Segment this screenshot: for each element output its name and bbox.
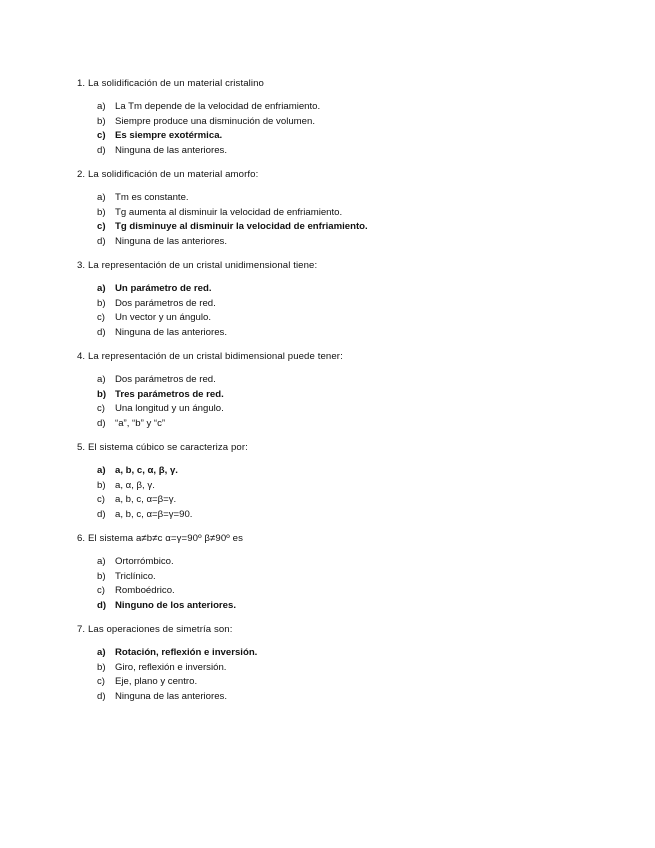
question-title: 2. La solidificación de un material amorfo: [77,169,259,180]
option-text: Ninguna de las anteriores. [115,326,227,338]
option-text: Ninguna de las anteriores. [115,144,227,156]
option-text: Es siempre exotérmica. [115,130,223,141]
option-a [77,646,597,661]
options-list [77,191,597,249]
option-letter: a) [97,465,106,476]
option-a [77,373,597,388]
option-letter: b) [97,297,106,309]
option-letter: d) [97,690,106,702]
option-b [77,206,597,221]
option-text: Ortorrómbico. [115,556,174,567]
option-a [77,555,597,570]
option-c [77,220,597,235]
option-b [77,661,597,676]
option-text: Eje, plano y centro. [115,676,198,687]
option-letter: c) [97,676,105,687]
option-text: a, b, c, α=β=γ=90. [115,508,193,520]
option-text: Tg aumenta al disminuir la velocidad de enfriamiento. [115,206,343,218]
options-list [77,555,597,613]
option-text: “a”, “b” y “c” [115,417,166,429]
option-text: a, α, β, γ. [115,479,155,491]
option-c [77,675,597,690]
option-letter: c) [97,312,105,323]
option-c [77,129,597,144]
option-text: Dos parámetros de red. [115,297,216,309]
option-letter: b) [97,388,107,400]
option-letter: c) [97,403,105,414]
question-title: 3. La representación de un cristal unidimensional tiene: [77,260,318,271]
option-a [77,100,597,115]
option-text: Triclínico. [115,570,156,582]
option-b [77,115,597,130]
option-text: Siempre produce una disminución de volumen. [115,115,315,127]
option-d [77,508,597,523]
option-letter: c) [97,130,106,141]
option-c [77,402,597,417]
question-title: 4. La representación de un cristal bidimensional puede tener: [77,351,343,362]
option-text: Ninguno de los anteriores. [115,599,237,611]
option-letter: a) [97,647,106,658]
option-c [77,584,597,599]
option-a [77,464,597,479]
question-title: 7. Las operaciones de simetría son: [77,624,233,635]
question-title: 5. El sistema cúbico se caracteriza por: [77,442,248,453]
option-letter: a) [97,374,106,385]
options-list [77,282,597,340]
option-letter: a) [97,283,106,294]
option-text: Una longitud y un ángulo. [115,403,224,414]
options-list [77,464,597,522]
option-d [77,690,597,705]
option-letter: b) [97,206,106,218]
option-letter: b) [97,570,106,582]
option-text: Rotación, reflexión e inversión. [115,647,258,658]
question-4 [77,351,597,431]
option-text: Dos parámetros de red. [115,374,216,385]
option-text: Tg disminuye al disminuir la velocidad de enfriamiento. [115,221,368,232]
question-7 [77,624,597,704]
option-a [77,282,597,297]
option-letter: d) [97,144,106,156]
question-6 [77,533,597,613]
option-letter: c) [97,221,106,232]
options-list [77,646,597,704]
option-d [77,235,597,250]
option-letter: c) [97,494,105,505]
question-1 [77,78,597,158]
option-letter: d) [97,417,106,429]
option-letter: d) [97,235,106,247]
question-3 [77,260,597,340]
options-list [77,373,597,431]
option-b [77,297,597,312]
option-text: Ninguna de las anteriores. [115,690,227,702]
option-d [77,326,597,341]
question-title: 1. La solidificación de un material cristalino [77,78,264,89]
option-letter: c) [97,585,105,596]
option-letter: d) [97,508,106,520]
option-d [77,599,597,614]
option-b [77,388,597,403]
option-text: Un vector y un ángulo. [115,312,211,323]
option-text: Romboédrico. [115,585,175,596]
question-title: 6. El sistema a≠b≠c α=γ=90º β≠90º es [77,533,243,544]
question-5 [77,442,597,522]
option-letter: b) [97,479,106,491]
option-text: a, b, c, α, β, γ. [115,465,178,476]
option-c [77,311,597,326]
option-text: Ninguna de las anteriores. [115,235,227,247]
option-letter: a) [97,192,106,203]
option-text: La Tm depende de la velocidad de enfriamiento. [115,101,321,112]
option-text: Un parámetro de red. [115,283,212,294]
option-a [77,191,597,206]
option-letter: b) [97,661,106,673]
option-b [77,570,597,585]
option-letter: a) [97,556,106,567]
option-text: a, b, c, α=β=γ. [115,494,177,505]
options-list [77,100,597,158]
option-letter: b) [97,115,106,127]
option-letter: d) [97,326,106,338]
option-letter: a) [97,101,106,112]
option-text: Tres parámetros de red. [115,388,224,400]
option-b [77,479,597,494]
option-letter: d) [97,599,107,611]
option-d [77,144,597,159]
quiz [77,78,597,715]
option-text: Giro, reflexión e inversión. [115,661,227,673]
option-c [77,493,597,508]
option-text: Tm es constante. [115,192,189,203]
option-d [77,417,597,432]
question-2 [77,169,597,249]
